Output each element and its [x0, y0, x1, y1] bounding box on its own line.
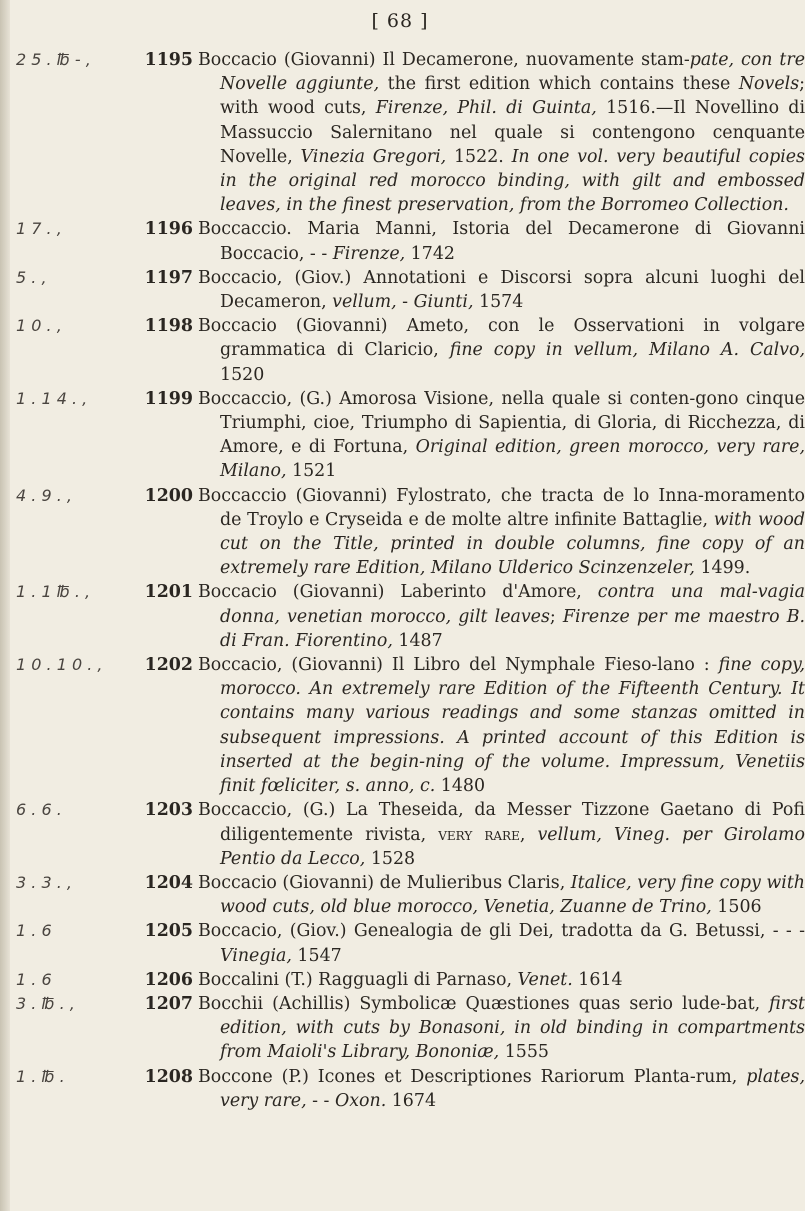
catalogue-entry — [0, 992, 805, 1065]
entry-text-run: Firenze per me maestro B. di Fran. Fiorentino, — [220, 606, 805, 651]
entry-text-run: 1521 — [286, 461, 337, 482]
catalogue-entry — [0, 387, 805, 484]
entry-text-run: 1742 — [405, 243, 455, 264]
entry-text-run: 1614 — [572, 969, 623, 990]
lot-number: 1201 — [144, 582, 193, 603]
handwritten-price-mark: 1 . ℔ . — [16, 1066, 65, 1086]
lot-number: 1208 — [144, 1066, 193, 1087]
lot-number: 1206 — [144, 969, 193, 990]
entry-text-run: Boccaccio (Giovanni) Fylostrato, che tracta de lo Inna-moramento de Troylo e Cryseida e de molte altre infinite Battaglie, — [198, 485, 805, 530]
entry-text-run: ; with wood cuts, — [220, 74, 805, 119]
catalogue-entries — [0, 48, 805, 1113]
lot-number: 1197 — [144, 267, 193, 288]
lot-number: 1205 — [144, 921, 193, 942]
entry-text-run: - - — [306, 1090, 335, 1111]
entry-text-run — [610, 752, 620, 772]
entry-text-run: 1520 — [220, 364, 265, 385]
handwritten-price-mark: 1 . 1 ℔ . , — [16, 582, 91, 602]
entry-text-run: Vinegia, — [220, 945, 292, 966]
entry-text-run: Firenze, — [332, 243, 406, 264]
entry-text-run: Boccone (P.) Icones et Descriptiones Rariorum Planta-rum, — [198, 1066, 747, 1087]
lot-number: 1195 — [144, 50, 193, 70]
entry-text-run: Boccalini (T.) Ragguagli di Parnaso, — [198, 969, 518, 990]
handwritten-price-mark: 3 . 3 . , — [16, 872, 72, 892]
catalogue-entry — [0, 314, 805, 387]
entry-text-run: Boccacio (Giovanni) Ameto, con le Osservationi in volgare grammatica di Claricio, — [198, 316, 805, 361]
entry-text-run: 1528 — [365, 848, 416, 869]
entry-text-run: Milano, — [220, 461, 287, 482]
entry-text-run: 1555 — [499, 1042, 549, 1063]
entry-text-run: Bocchii (Achillis) Symbolicæ Quæstiones quas serio lude-bat, — [198, 993, 770, 1014]
entry-text-run: Vineg. per Girolamo Pentio da Lecco, — [220, 824, 805, 869]
catalogue-entry — [0, 48, 805, 217]
entry-text-run: morocco. An extremely rare Edition of the Fifteenth Century. It contains many various readings and some stanzas omitted in subsequent impressions. A printed account of this Edition is inserted at the begin-ning of the volume. — [220, 679, 805, 772]
catalogue-entry — [0, 919, 805, 967]
entry-text-run: Milano A. Calvo, — [649, 340, 805, 361]
entry-description — [198, 992, 805, 1065]
handwritten-price-mark: 5 . , — [16, 267, 47, 287]
catalogue-entry — [0, 266, 805, 314]
entry-text-run — [638, 340, 649, 360]
handwritten-price-mark: 4 . 9 . , — [16, 485, 72, 505]
lot-number: 1196 — [144, 219, 193, 240]
entry-text-run — [602, 825, 614, 845]
entry-description — [198, 266, 805, 314]
entry-description — [198, 217, 805, 265]
handwritten-price-mark: 1 . 6 — [16, 969, 52, 989]
entry-description — [198, 1065, 805, 1113]
catalogue-entry — [0, 580, 805, 653]
entry-text-run: 1674 — [386, 1090, 437, 1111]
lot-number: 1202 — [144, 655, 193, 676]
entry-text-run: Bononiæ, — [415, 1042, 500, 1063]
entry-text-run: - — [396, 292, 414, 313]
entry-description — [198, 968, 805, 992]
entry-text-run — [280, 607, 287, 627]
entry-description — [198, 314, 805, 387]
entry-text-run: fine copy in vellum, — [449, 340, 639, 361]
entry-text-run: Boccaccio. Maria Manni, Istoria del Decamerone di Giovanni Boccacio, - - — [198, 219, 805, 264]
entry-text-run: 1547 — [291, 945, 342, 966]
handwritten-price-mark: 1 7 . , — [16, 219, 62, 239]
handwritten-price-mark: 1 . 6 — [16, 921, 52, 941]
entry-text-run: Novels — [738, 74, 800, 95]
entry-text-run: Boccacio (Giovanni) de Mulieribus Claris, — [198, 872, 571, 893]
entry-text-run: vellum, — [537, 824, 602, 845]
entry-text-run: ; — [549, 606, 563, 627]
entry-description — [198, 871, 805, 919]
entry-text-run: Boccacio, (Giovanni) Il Libro del Nymphale Fieso-lano : — [198, 655, 719, 676]
handwritten-price-mark: 1 . 1 4 . , — [16, 388, 88, 408]
entry-text-run: Boccacio (Giovanni) Il Decamerone, nuovamente stam- — [198, 50, 690, 70]
entry-description — [198, 798, 805, 871]
entry-description — [198, 48, 805, 217]
entry-description — [198, 919, 805, 967]
entry-text-run: Oxon. — [334, 1090, 387, 1111]
entry-text-run: Boccaccio, (G.) La Theseida, da Messer Tizzone Gaetano di Pofi diligentemente rivista, — [198, 800, 805, 845]
catalogue-entry — [0, 653, 805, 798]
entry-text-run: the first edition which contains these — [379, 74, 739, 95]
entry-text-run: Venet. — [517, 969, 573, 990]
entry-text-run: 1516.—Il Novellino di Massuccio Salernitano nel quale si contengono cenquante Novelle, — [220, 98, 805, 167]
entry-text-run: , — [519, 824, 538, 845]
entry-description — [198, 387, 805, 484]
entry-text-run: s. anno, c. — [345, 776, 436, 797]
handwritten-price-mark: 2 5 . ℔ - , — [16, 50, 91, 69]
handwritten-price-mark: 3 . ℔ . , — [16, 993, 75, 1013]
entry-text-run: 1506 — [711, 897, 762, 918]
handwritten-price-mark: 6 . 6 . — [16, 800, 62, 820]
entry-text-run: pate, con tre Novelle aggiunte, — [220, 50, 805, 95]
lot-number: 1200 — [144, 485, 193, 506]
entry-text-run: Boccacio, (Giov.) Genealogia de gli Dei, tradotta da G. Betussi, - - - — [198, 921, 805, 942]
lot-number: 1198 — [144, 316, 193, 337]
entry-text-run: with wood cut on the Title, printed in double columns, fine copy of an extremely rare Edition, — [220, 509, 805, 579]
catalogue-entry — [0, 871, 805, 919]
catalogue-entry — [0, 484, 805, 581]
catalogue-entry — [0, 968, 800, 992]
entry-text-run: Venetia, Zuanne de Trino, — [483, 897, 712, 918]
catalogue-entry — [0, 217, 805, 265]
entry-description — [198, 580, 805, 653]
entry-description — [198, 484, 805, 581]
handwritten-price-mark: 1 0 . , — [16, 316, 62, 336]
entry-text-run: Milano Ulderico Scinzenzeler, — [430, 558, 695, 579]
entry-description — [198, 653, 805, 798]
entry-text-run: Impressum, Venetiis finit fœliciter, — [220, 751, 805, 797]
entry-text-run: vellum, — [332, 292, 397, 313]
entry-text-run: Boccacio, (Giov.) Annotationi e Discorsi sopra alcuni luoghi del Decameron, — [198, 267, 805, 313]
entry-text-run: Giunti, — [413, 292, 474, 313]
entry-text-run: plates, very rare, — [220, 1066, 805, 1111]
entry-text-run: 1574 — [473, 292, 524, 313]
entry-text-run: 1522. — [446, 146, 512, 167]
lot-number: 1203 — [144, 800, 193, 821]
lot-number: 1204 — [144, 872, 193, 893]
entry-text-run: 1487 — [392, 630, 443, 651]
entry-text-run: fine copy, — [718, 655, 805, 676]
lot-number: 1199 — [144, 388, 193, 409]
entry-text-run: Vinezia Gregori, — [300, 146, 447, 167]
entry-text-run: very rare — [438, 824, 520, 845]
catalogue-entry — [0, 1065, 805, 1113]
entry-text-run: contra una mal-vagia donna, — [220, 582, 805, 627]
entry-text-run: first edition, with cuts by Bonasoni, in old binding in compartments from Maioli's Library, — [220, 993, 805, 1063]
entry-text-run: Italice, very fine copy with wood cuts, old blue morocco, — [220, 872, 805, 918]
entry-text-run: Boccacio (Giovanni) Laberinto d'Amore, — [198, 582, 598, 603]
entry-text-run: In one vol. very beautiful copies in the original red morocco binding, with gilt and embossed leaves, in the finest preservation, from the Borromeo Collection. — [220, 146, 805, 216]
catalogue-entry — [0, 798, 805, 871]
lot-number: 1207 — [144, 993, 193, 1014]
entry-text-run: Boccaccio, (G.) Amorosa Visione, nella quale si conten-gono cinque Triumphi, cioe, Triumpho di Sapientia, di Gloria, di Ricchezza, di Amore, e di Fortuna, — [198, 388, 805, 458]
entry-text-run: venetian morocco, gilt leaves — [287, 606, 550, 627]
entry-text-run: 1499. — [694, 558, 751, 579]
entry-text-run: Original edition, green morocco, very rare, — [415, 437, 805, 458]
page-number: [ 68 ] — [371, 10, 429, 32]
handwritten-price-mark: 1 0 . 1 0 . , — [16, 655, 103, 675]
entry-text-run: Firenze, Phil. di Guinta, — [375, 98, 597, 119]
entry-text-run: 1480 — [435, 776, 486, 797]
